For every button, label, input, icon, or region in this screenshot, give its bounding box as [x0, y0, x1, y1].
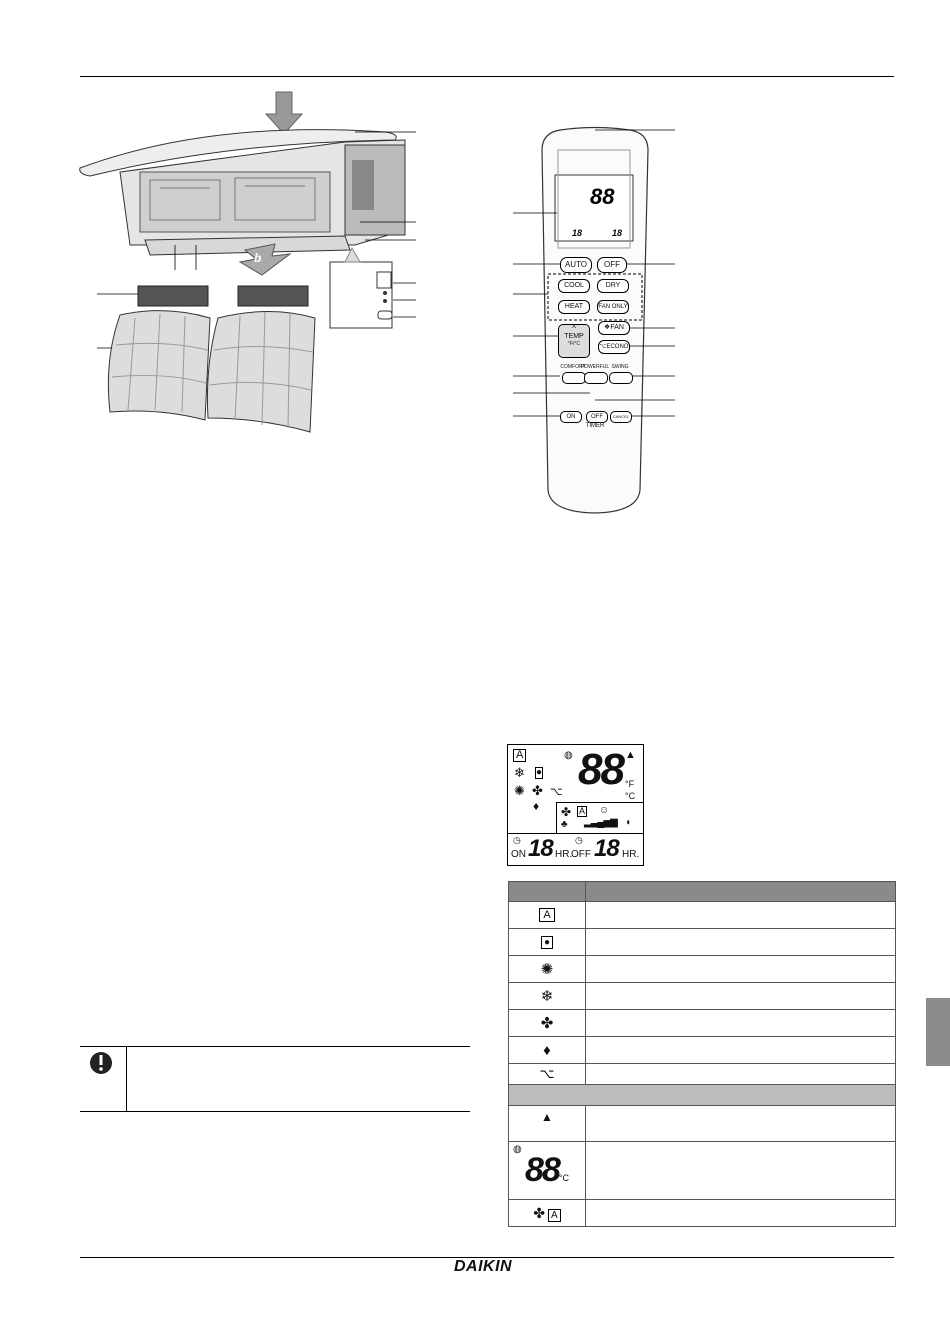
- notice-top-rule: [80, 1046, 470, 1047]
- table-cell: [586, 1200, 896, 1227]
- temperature-display-icon: [509, 1142, 586, 1200]
- notice-icon-column: [80, 1046, 127, 1112]
- comfort-label: COMFORT: [560, 364, 586, 370]
- table-cell: [586, 1037, 896, 1064]
- quiet-icon: ☺: [599, 805, 610, 816]
- dry-button[interactable]: DRY: [597, 279, 629, 293]
- temp-up-icon: ^: [572, 324, 576, 333]
- thermometer-icon: ◍: [513, 1144, 522, 1155]
- econo-mode-icon: ⌥: [509, 1064, 586, 1085]
- dry-mode-icon: ●: [536, 767, 543, 778]
- fan-level-bars: ▂▃▄▅▆: [584, 817, 617, 828]
- lcd-on-label: ON: [511, 849, 526, 860]
- dry-mode-icon: ●: [509, 929, 586, 956]
- on-clock-icon: ◷: [513, 835, 521, 845]
- cool-button[interactable]: COOL: [558, 279, 590, 293]
- table-row: [509, 1037, 896, 1064]
- lcd-main-digits: 88: [578, 745, 623, 794]
- table-row: [509, 1200, 896, 1227]
- fan-icon: ❖: [604, 324, 611, 331]
- off-clock-icon: ◷: [575, 835, 583, 845]
- comfort-button[interactable]: [562, 372, 586, 384]
- remote-lcd-off-timer: 18: [612, 228, 623, 238]
- auto-button[interactable]: AUTO: [560, 257, 592, 273]
- econo-button[interactable]: [598, 340, 630, 354]
- tree-icon: ♣: [561, 819, 568, 830]
- thermometer-icon: ◍: [564, 750, 573, 761]
- heat-button[interactable]: HEAT: [558, 300, 590, 314]
- lcd-on-hr: HR.: [555, 849, 573, 860]
- table-cell: [586, 983, 896, 1010]
- cool-mode-icon: ❄: [509, 983, 586, 1010]
- timer-cancel-button[interactable]: CANCEL: [610, 411, 632, 423]
- econo-button-label: ECONO: [606, 344, 629, 350]
- auto-mode-icon: A: [513, 749, 526, 762]
- table-cell: [586, 902, 896, 929]
- fan-speed-box: [556, 802, 643, 833]
- remote-lcd-digits: 88: [590, 184, 615, 209]
- lcd-off-label: OFF: [571, 849, 591, 860]
- lcd-off-hr: HR.: [622, 849, 640, 860]
- table-cell: [586, 956, 896, 983]
- table-row: [509, 1106, 896, 1142]
- daikin-logo: DAIKIN: [454, 1258, 513, 1275]
- unit-f-label: °F: [625, 779, 635, 789]
- fan-only-button[interactable]: FAN ONLY: [597, 300, 629, 314]
- timer-on-button[interactable]: ON: [560, 411, 582, 423]
- table-row: [509, 1064, 896, 1085]
- auto-fan-icon: ✤ A: [509, 1200, 586, 1227]
- up-arrow-icon: ▲: [509, 1106, 586, 1142]
- comfort-mode-icon: ♦: [533, 799, 540, 813]
- arrow-label-b: b: [254, 251, 262, 265]
- notice-box: [80, 1046, 470, 1112]
- table-header-icon: [509, 882, 586, 902]
- comfort-mode-icon: ♦: [509, 1037, 586, 1064]
- fan-mode-icon: ✤: [509, 1010, 586, 1037]
- heat-mode-icon: ✺: [509, 956, 586, 983]
- icon-table: [508, 881, 896, 1227]
- table-cell: [586, 1010, 896, 1037]
- table-section-row: [509, 1085, 896, 1106]
- fan-mode-icon: ✤: [532, 783, 543, 798]
- up-arrow-icon: ▲: [625, 749, 636, 761]
- table-row: [509, 983, 896, 1010]
- notice-bottom-rule: [80, 1111, 470, 1112]
- temp-label: TEMP: [564, 333, 584, 340]
- table-digits: 88: [525, 1151, 559, 1189]
- table-row: [509, 1142, 896, 1200]
- timer-divider: [508, 833, 643, 834]
- table-cell: [586, 1142, 896, 1200]
- auto-mode-icon: A: [509, 902, 586, 929]
- swing-button[interactable]: [609, 372, 633, 384]
- swing-mode-icon: ◖: [625, 817, 632, 828]
- auto-fan-icon: A: [579, 806, 586, 816]
- powerful-button[interactable]: [584, 372, 608, 384]
- table-row: [509, 956, 896, 983]
- econo-mode-icon: ⌥: [550, 786, 563, 798]
- table-row: [509, 929, 896, 956]
- table-cell: [586, 1106, 896, 1142]
- cool-mode-icon: ❄: [514, 765, 525, 780]
- table-row: [509, 1010, 896, 1037]
- fan-button-label: FAN: [610, 324, 624, 331]
- swing-label: SWING: [611, 364, 629, 370]
- lcd-off-digits: 18: [594, 835, 619, 862]
- table-header-description: [586, 882, 896, 902]
- fan-button[interactable]: [598, 321, 630, 335]
- temp-button[interactable]: [558, 324, 590, 358]
- exclamation-icon: [80, 1046, 126, 1086]
- lcd-display: [507, 744, 644, 866]
- table-cell: [586, 929, 896, 956]
- econo-icon: ⌥: [599, 344, 607, 350]
- fan-speed-icon: ✤: [561, 805, 572, 819]
- timer-label: TIMER: [585, 423, 605, 429]
- table-digits-unit: °C: [558, 1173, 569, 1183]
- timer-off-button[interactable]: OFF: [586, 411, 608, 423]
- table-row: [509, 902, 896, 929]
- heat-mode-icon: ✺: [514, 783, 525, 798]
- powerful-label: POWERFUL: [580, 364, 610, 370]
- table-section-cell: [509, 1085, 896, 1106]
- off-button[interactable]: OFF: [597, 257, 627, 273]
- table-cell: [586, 1064, 896, 1085]
- unit-c-label: °C: [625, 791, 636, 801]
- remote-lcd-on-timer: 18: [572, 228, 583, 238]
- lcd-on-digits: 18: [528, 835, 553, 862]
- temp-unit-label: °F/°C: [567, 341, 581, 347]
- table-header-row: [509, 882, 896, 902]
